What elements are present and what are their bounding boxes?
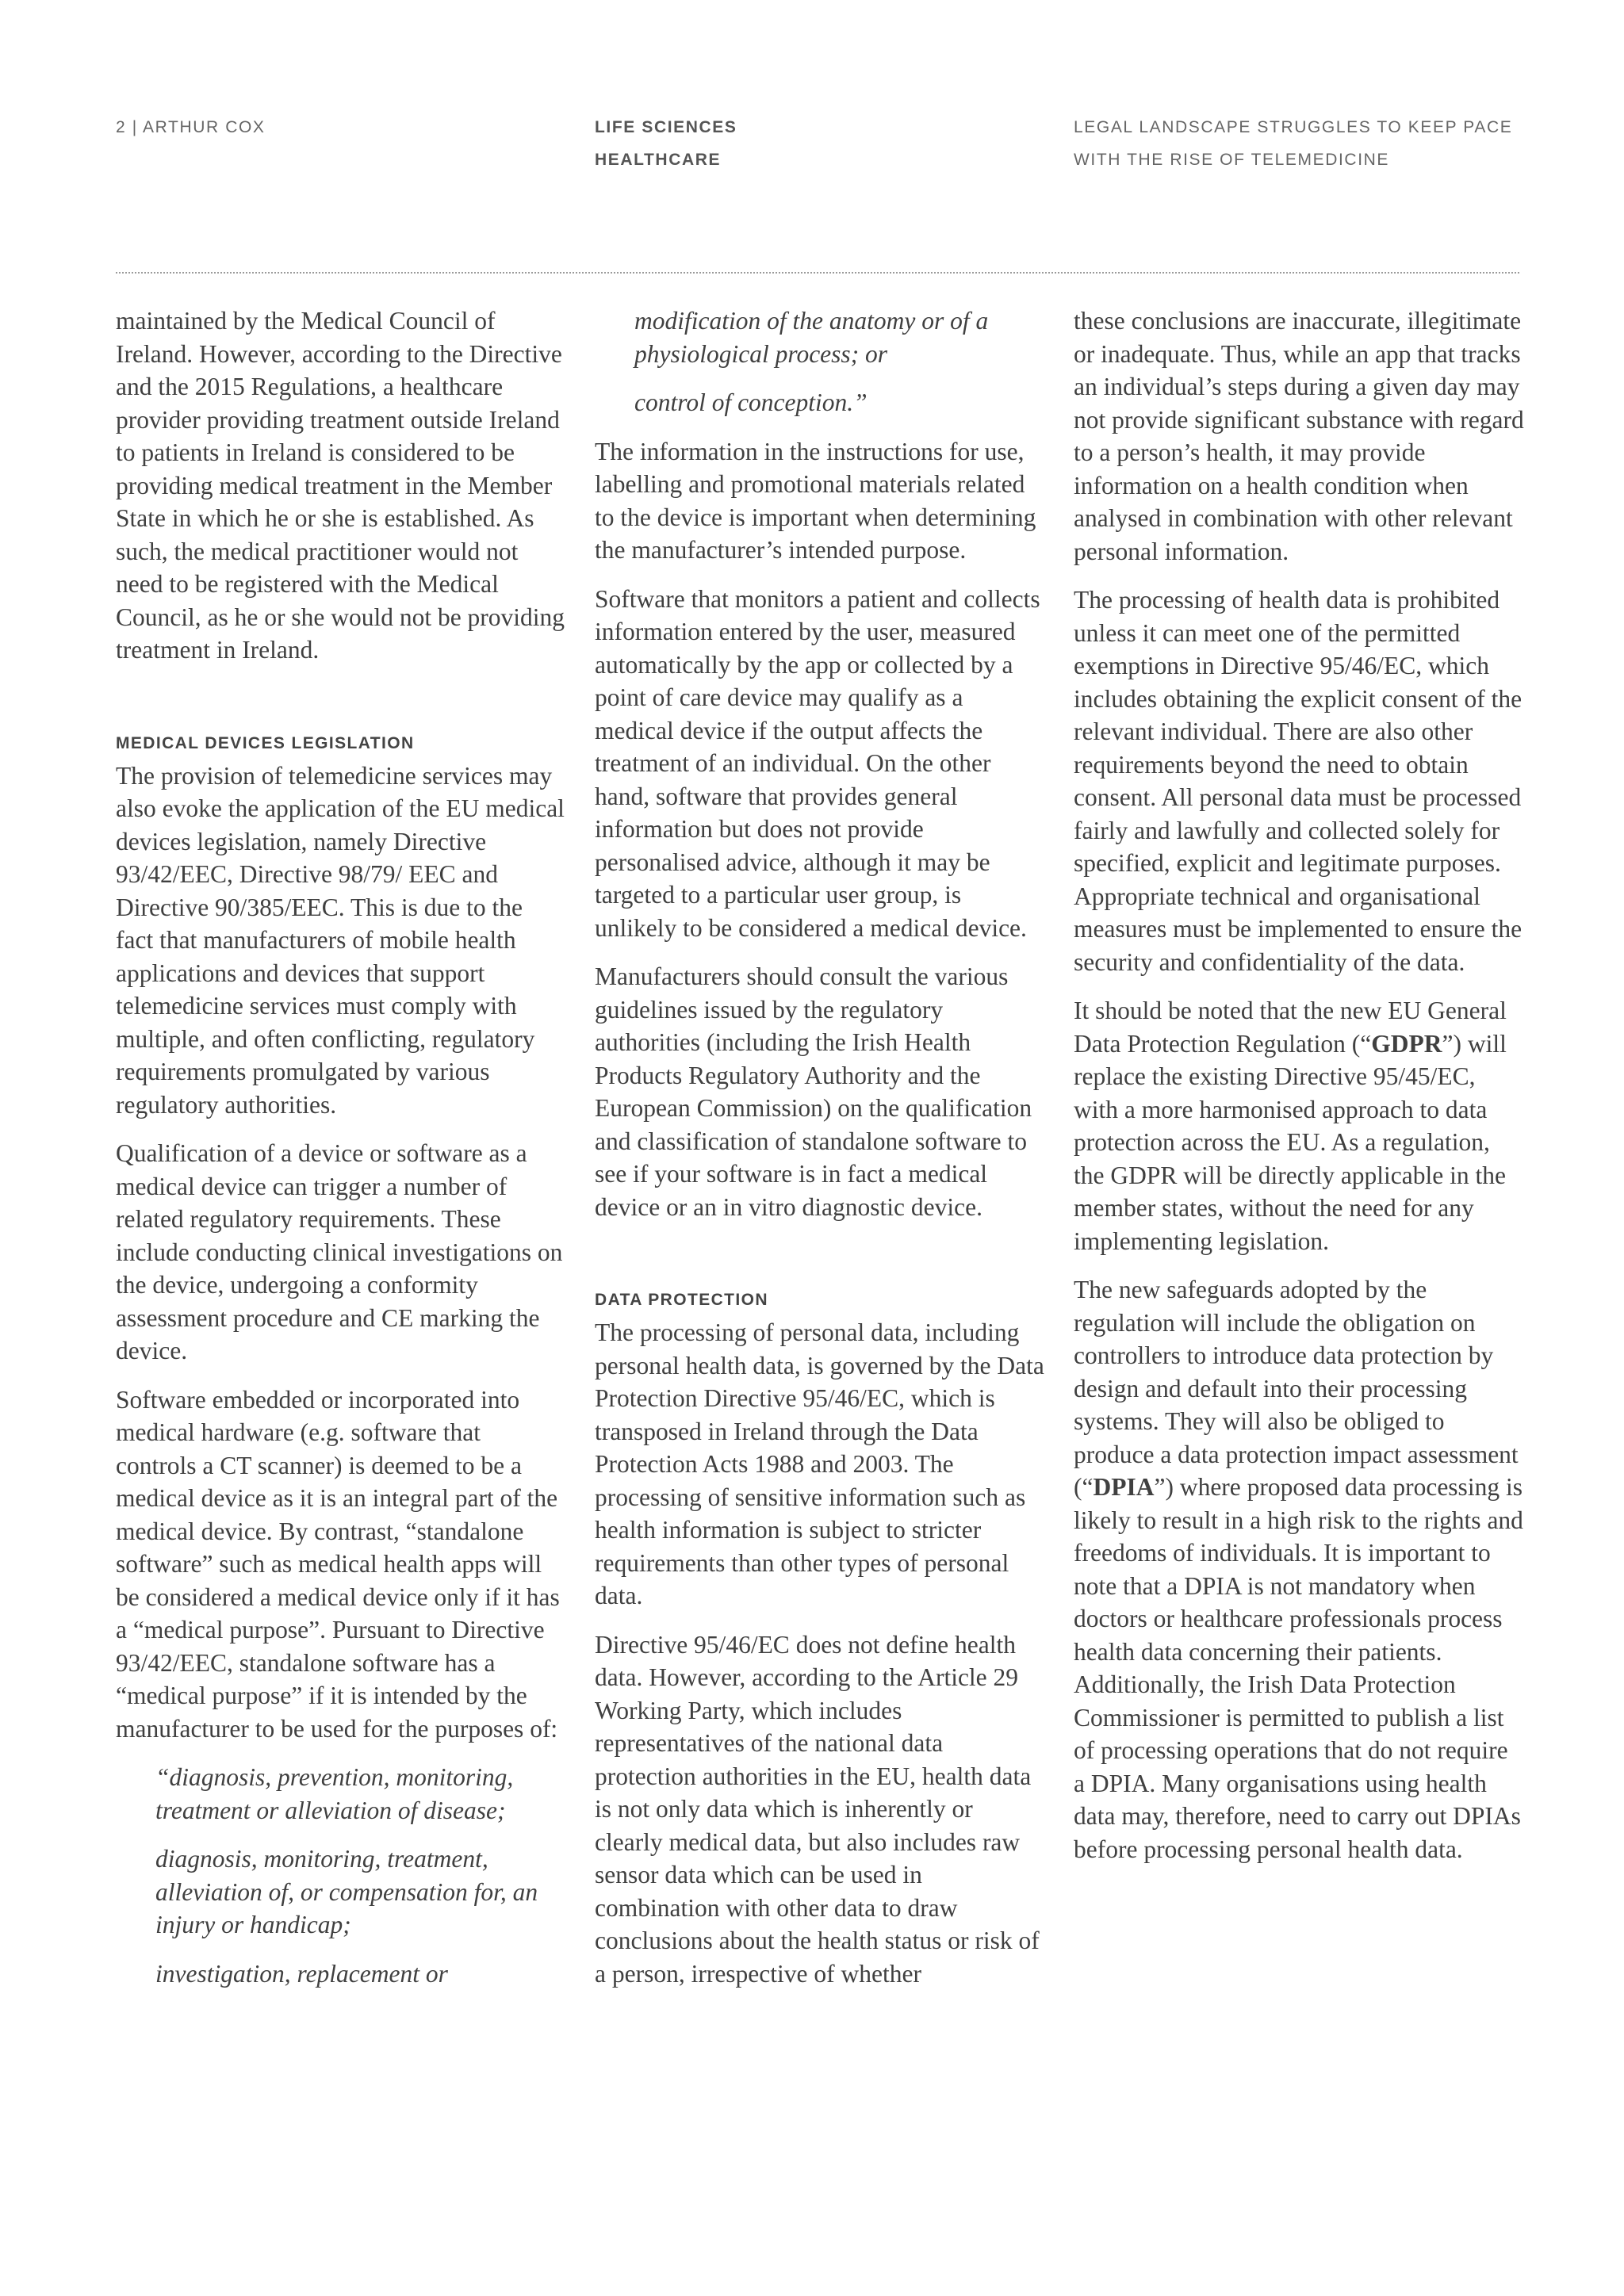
defined-term-dpia: DPIA [1093, 1473, 1155, 1501]
text-run: It should be noted that the new EU General Data Protection Regulation (“ [1074, 997, 1507, 1058]
paragraph: The provision of telemedicine services may also evoke the application of the EU medical devices legislation, namely Directive 93/42/EEC, Directive 98/79/ EEC and Directive 90/385/EEC. This is due to the fact that manufacturers of mobile health applications and devices that support telemedicine services must comply with multiple, and often conflicting, regulatory requirements promulgated by various regulatory authorities. [116, 761, 565, 1119]
title-line-2: WITH THE RISE OF TELEMEDICINE [1074, 151, 1389, 169]
paragraph: The processing of personal data, including personal health data, is governed by the Data Protection Directive 95/46/EC, which is transposed in Ireland through the Data Protection Acts 1988 and 2003. The processing of sensitive information such as health information is subject to stricter requirements than other types of personal data. [595, 1318, 1044, 1609]
paragraph: these conclusions are inaccurate, illegitimate or inadequate. Thus, while an app that tracks an individual’s steps during a given day may not provide significant substance with regard to a person’s health, it may provide information on a health condition when analysed in combination with other relevant personal information. [1074, 307, 1524, 565]
page-header-left [116, 111, 266, 144]
page-header-category [595, 111, 737, 176]
quote-paragraph: diagnosis, monitoring, treatment, alleviation of, or compensation for, an injury or handicap; [155, 1845, 538, 1938]
quote-paragraph: “diagnosis, prevention, monitoring, treatment or alleviation of disease; [155, 1763, 514, 1824]
quote-paragraph: investigation, replacement or [155, 1959, 448, 1988]
page-number-label: 2 | ARTHUR COX [116, 118, 266, 136]
paragraph: The processing of health data is prohibited unless it can meet one of the permitted exemptions in Directive 95/46/EC, which includes obtaining the explicit consent of the relevant individual. There are also other requirements beyond the need to obtain consent. All personal data must be processed fairly and lawfully and collected solely for specified, explicit and legitimate purposes. Appropriate technical and organisational measures must be implemented to ensure the security and confidentiality of the data. [1074, 586, 1522, 976]
text-run: The new safeguards adopted by the regulation will include the obligation on controllers to introduce data protection by design and default into their processing systems. They will also be obliged to produce a data protection impact assessment (“ [1074, 1276, 1519, 1501]
page-header-title [1074, 111, 1512, 176]
text-column-2 [595, 304, 1045, 2006]
paragraph-dpia [1074, 1273, 1524, 1866]
paragraph: Software embedded or incorporated into medical hardware (e.g. software that controls a CT scanner) is deemed to be a medical device as it is an integral part of the medical device. By contrast, “standalone software” such as medical health apps will be considered a medical device only if it has a “medical purpose”. Pursuant to Directive 93/42/EEC, standalone software has a “medical purpose” if it is intended by the manufacturer to be used for the purposes of: [116, 1385, 560, 1743]
text-run: ”) will replace the existing Directive 95/45/EC, with a more harmonised approach to data protection across the EU. As a regulation, the GDPR will be directly applicable in the member states, without the need for any implementing legislation. [1074, 1029, 1507, 1255]
text-column-1 [116, 304, 566, 2006]
text-run: ”) where proposed data processing is likely to result in a high risk to the rights and freedoms of individuals. It is important to note that a DPIA is not mandatory when doctors or healthcare professionals process health data concerning their patients. Additionally, the Irish Data Protection Commissioner is permitted to publish a list of processing operations that do not require a DPIA. Many organisations using health data may, therefore, need to carry out DPIAs before processing personal health data. [1074, 1473, 1523, 1863]
category-line-1: LIFE SCIENCES [595, 118, 737, 136]
paragraph: Directive 95/46/EC does not define health data. However, according to the Article 29 Working Party, which includes representatives of the national data protection authorities in the EU, health data is not only data which is inherently or clearly medical data, but also includes raw sensor data which can be used in combination with other data to draw conclusions about the health status or risk of a person, irrespective of whether [595, 1630, 1040, 1988]
quote-paragraph: modification of the anatomy or of a physiological process; or [634, 307, 989, 368]
paragraph: The information in the instructions for use, labelling and promotional materials related to the device is important when determining the manufacturer’s intended purpose. [595, 437, 1036, 564]
paragraph: Software that monitors a patient and collects information entered by the user, measured automatically by the app or collected by a point of care device may qualify as a medical device if the output affects the treatment of an individual. On the other hand, software that provides general information but does not provide personalised advice, although it may be targeted to a particular user group, is unlikely to be considered a medical device. [595, 584, 1040, 942]
defined-term-gdpr: GDPR [1371, 1029, 1442, 1058]
quote-paragraph: control of conception.” [634, 388, 868, 416]
paragraph-gdpr [1074, 994, 1524, 1257]
header-divider [116, 272, 1519, 274]
paragraph: maintained by the Medical Council of Ireland. However, according to the Directive and the 2015 Regulations, a healthcare provider providing treatment outside Ireland to patients in Ireland is considered to be providing medical treatment in the Member State in which he or she is established. As such, the medical practitioner would not need to be registered with the Medical Council, as he or she would not be providing treatment in Ireland. [116, 307, 565, 664]
section-heading-medical-devices: MEDICAL DEVICES LEGISLATION [116, 733, 415, 752]
title-line-1: LEGAL LANDSCAPE STRUGGLES TO KEEP PACE [1074, 118, 1513, 136]
text-column-3 [1074, 304, 1524, 1881]
paragraph: Qualification of a device or software as a medical device can trigger a number of related regulatory requirements. These include conducting clinical investigations on the device, undergoing a conformity assessment procedure and CE marking the device. [116, 1139, 563, 1364]
section-heading-data-protection: DATA PROTECTION [595, 1291, 768, 1309]
paragraph: Manufacturers should consult the various guidelines issued by the regulatory authorities (including the Irish Health Products Regulatory Authority and the European Commission) on the qualification and classification of standalone software to see if your software is in fact a medical device or an in vitro diagnostic device. [595, 962, 1032, 1221]
category-line-2: HEALTHCARE [595, 151, 722, 169]
